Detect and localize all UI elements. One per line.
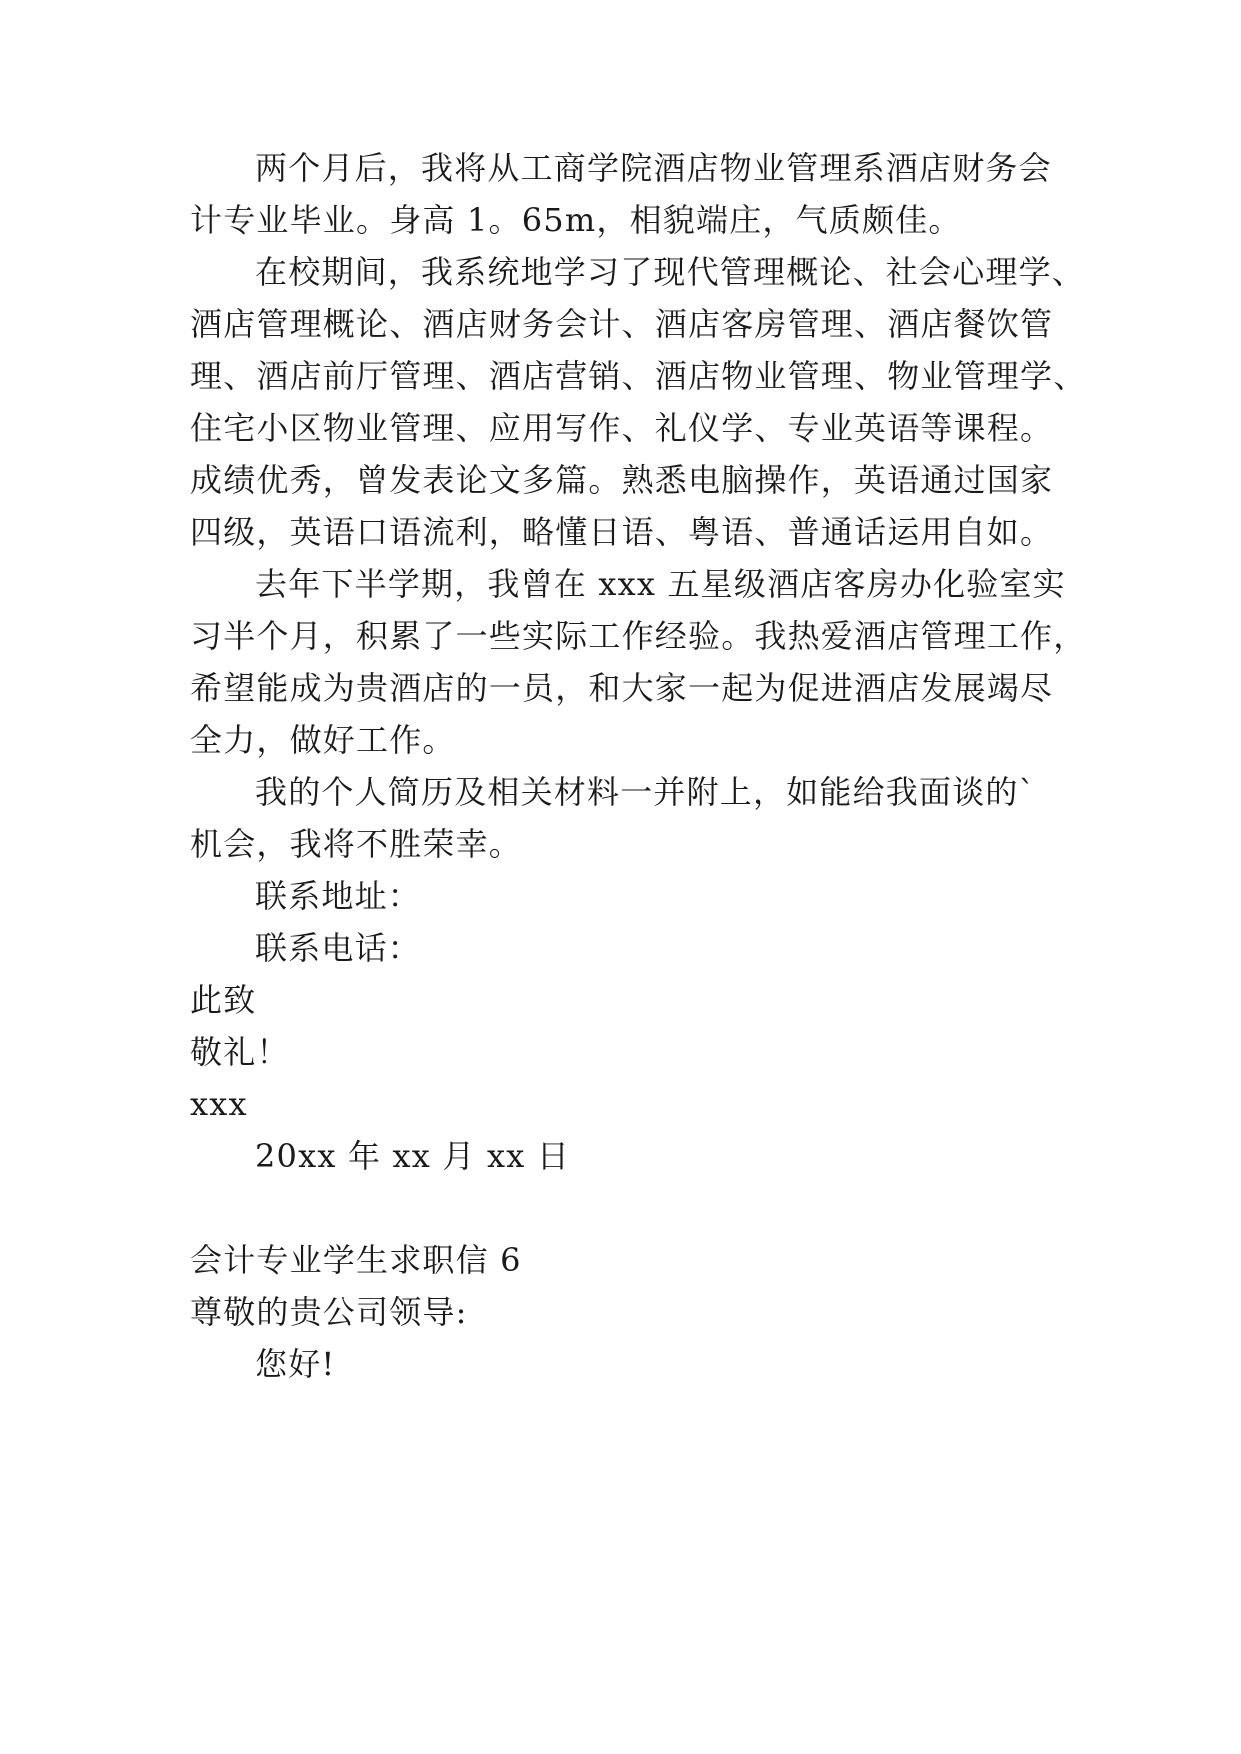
paragraph-line: 酒店管理概论、酒店财务会计、酒店客房管理、酒店餐饮管 <box>190 305 1054 343</box>
section-title: 会计专业学生求职信 6 <box>190 1241 522 1279</box>
paragraph-line: 全力，做好工作。 <box>190 721 456 759</box>
paragraph-line: 成绩优秀，曾发表论文多篇。熟悉电脑操作，英语通过国家 <box>190 461 1054 499</box>
paragraph-line: 机会，我将不胜荣幸。 <box>190 825 523 863</box>
paragraph-line: 希望能成为贵酒店的一员，和大家一起为促进酒店发展竭尽 <box>190 669 1054 707</box>
signature-name: xxx <box>190 1085 248 1123</box>
paragraph-line: 四级，英语口语流利，略懂日语、粤语、普通话运用自如。 <box>190 513 1054 551</box>
paragraph-line: 习半个月，积累了一些实际工作经验。我热爱酒店管理工作， <box>190 617 1087 655</box>
paragraph-line: 去年下半学期，我曾在 xxx 五星级酒店客房办化验室实 <box>255 565 1066 603</box>
paragraph-line: 理、酒店前厅管理、酒店营销、酒店物业管理、物业管理学、 <box>190 357 1087 395</box>
paragraph-line: 我的个人简历及相关材料一并附上，如能给我面谈的` <box>255 773 1036 811</box>
letter-salutation: 尊敬的贵公司领导: <box>190 1293 468 1331</box>
contact-phone-label: 联系电话： <box>255 929 422 967</box>
paragraph-line: 住宅小区物业管理、应用写作、礼仪学、专业英语等课程。 <box>190 409 1054 447</box>
paragraph-line: 在校期间，我系统地学习了现代管理概论、社会心理学、 <box>255 253 1086 291</box>
letter-greeting: 您好! <box>255 1345 336 1383</box>
paragraph-line: 计专业毕业。身高 1。65m，相貌端庄，气质颇佳。 <box>190 201 962 239</box>
paragraph-line: 两个月后，我将从工商学院酒店物业管理系酒店财务会 <box>255 149 1052 187</box>
contact-address-label: 联系地址： <box>255 877 422 915</box>
closing-salutation: 此致 <box>190 981 257 1019</box>
signature-date: 20xx 年 xx 月 xx 日 <box>255 1137 571 1175</box>
closing-regards: 敬礼！ <box>190 1033 290 1071</box>
